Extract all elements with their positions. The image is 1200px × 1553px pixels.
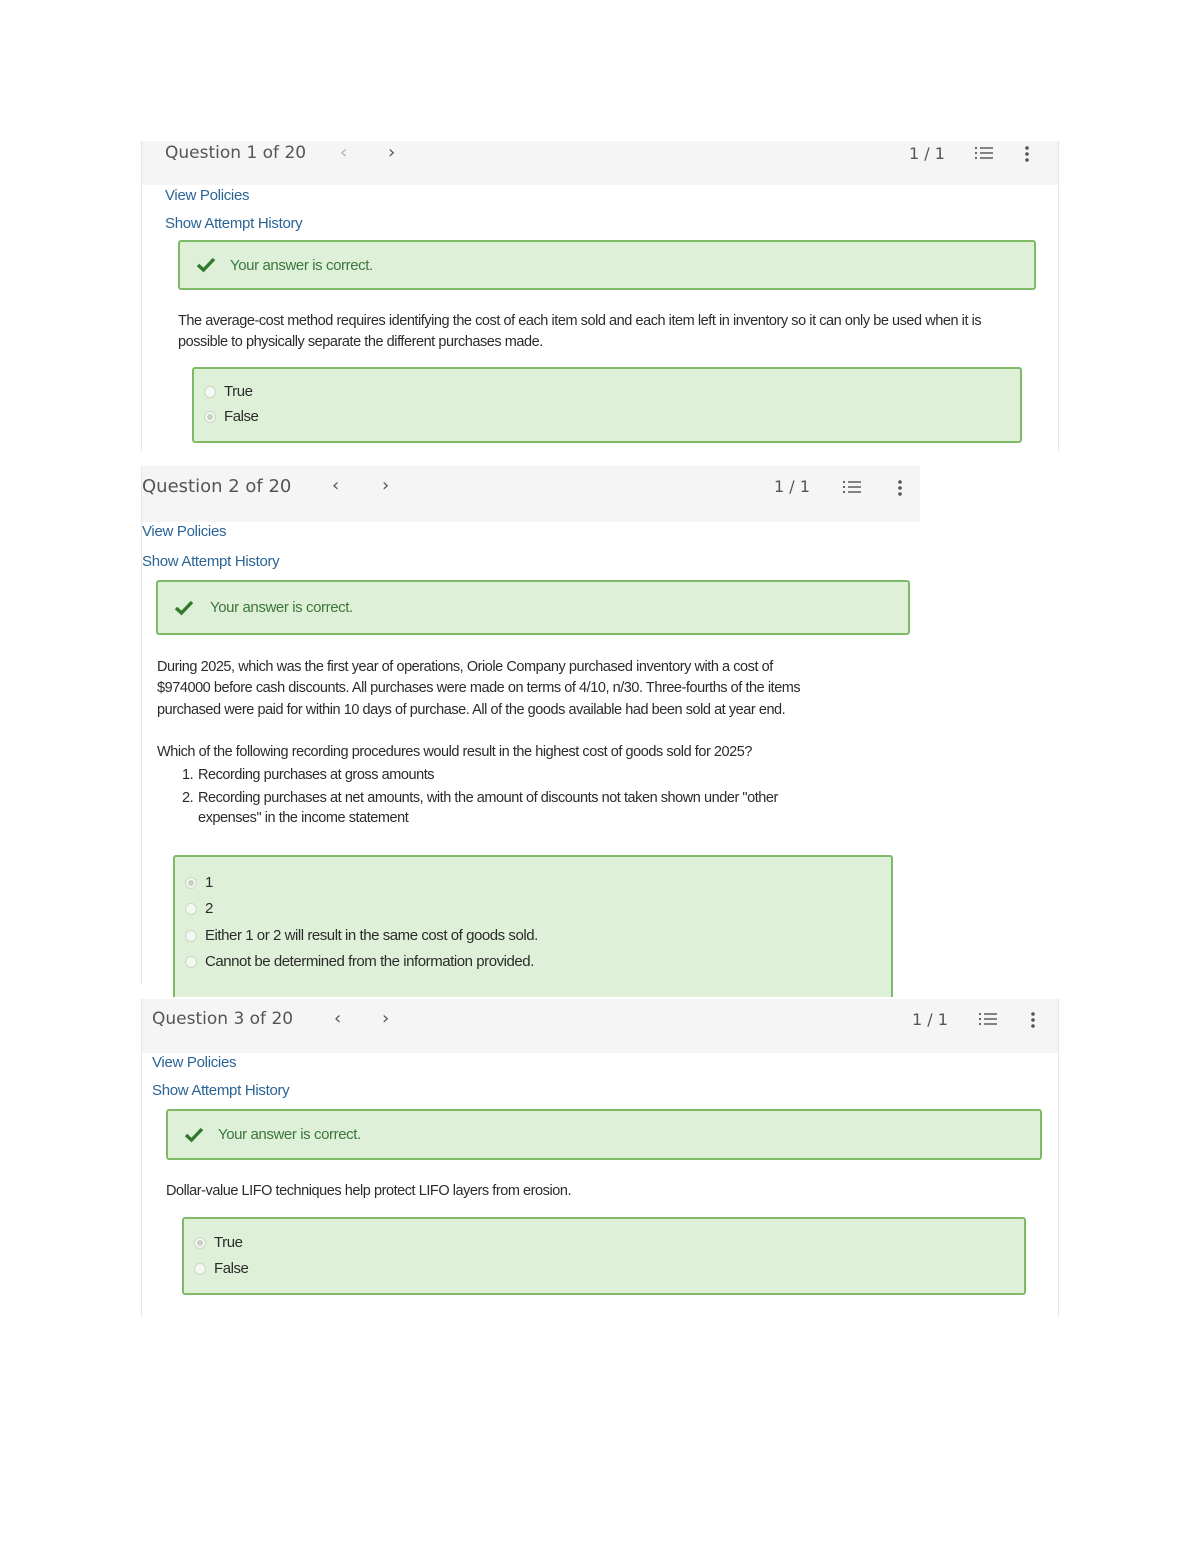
question-text-line: $974000 before cash discounts. All purchases were made on terms of 4/10, n/30. Three-fourths of the items bbox=[157, 680, 801, 696]
panel-edge bbox=[1058, 999, 1059, 1317]
question-title: Question 2 of 20 bbox=[142, 476, 292, 497]
question-3-panel bbox=[142, 999, 1058, 1317]
answer-options-box bbox=[192, 367, 1022, 443]
radio-button[interactable] bbox=[185, 930, 197, 942]
more-vertical-icon[interactable] bbox=[1030, 1011, 1036, 1029]
question-title: Question 1 of 20 bbox=[165, 143, 307, 163]
panel-edge bbox=[141, 466, 142, 984]
checkmark-icon bbox=[196, 257, 216, 273]
feedback-text: Your answer is correct. bbox=[218, 1126, 361, 1143]
answer-option[interactable] bbox=[185, 900, 213, 917]
radio-button[interactable] bbox=[185, 956, 197, 968]
procedure-text: Recording purchases at gross amounts bbox=[198, 767, 435, 783]
feedback-text: Your answer is correct. bbox=[230, 256, 373, 274]
option-label: False bbox=[224, 408, 259, 425]
previous-question-button[interactable]: ‹ bbox=[334, 1008, 342, 1029]
option-label: 1 bbox=[205, 874, 213, 891]
answer-option-false[interactable] bbox=[194, 1260, 248, 1277]
option-label: True bbox=[224, 383, 253, 400]
feedback-text: Your answer is correct. bbox=[210, 599, 353, 616]
procedure-number: 1. bbox=[182, 767, 194, 783]
option-label: False bbox=[214, 1260, 249, 1277]
view-policies-link[interactable]: View Policies bbox=[142, 523, 227, 540]
previous-question-button[interactable]: ‹ bbox=[340, 142, 348, 163]
radio-button[interactable] bbox=[185, 903, 197, 915]
answer-option-false[interactable] bbox=[204, 408, 258, 425]
question-3-header bbox=[142, 999, 1058, 1053]
option-label: True bbox=[214, 1234, 243, 1251]
procedure-item bbox=[182, 788, 882, 829]
question-score: 1 / 1 bbox=[774, 477, 810, 496]
panel-edge bbox=[141, 141, 142, 451]
checkmark-icon bbox=[174, 600, 194, 616]
question-1-panel bbox=[142, 141, 1058, 451]
radio-button[interactable] bbox=[204, 386, 216, 398]
question-title: Question 3 of 20 bbox=[152, 1009, 294, 1029]
view-policies-link[interactable]: View Policies bbox=[165, 187, 250, 204]
procedure-text: expenses" in the income statement bbox=[198, 810, 409, 826]
question-text-line: During 2025, which was the first year of operations, Oriole Company purchased inventory with a cost of bbox=[157, 659, 773, 675]
list-icon[interactable] bbox=[842, 479, 862, 497]
panel-edge bbox=[1058, 141, 1059, 451]
procedure-number: 2. bbox=[182, 789, 194, 806]
radio-button-selected[interactable] bbox=[185, 877, 197, 889]
radio-button-selected[interactable] bbox=[204, 411, 216, 423]
radio-button[interactable] bbox=[194, 1263, 206, 1275]
view-policies-link[interactable]: View Policies bbox=[152, 1054, 237, 1071]
list-icon[interactable] bbox=[974, 145, 994, 163]
radio-button-selected[interactable] bbox=[194, 1237, 206, 1249]
feedback-correct-banner bbox=[156, 580, 910, 635]
question-score: 1 / 1 bbox=[912, 1010, 948, 1029]
question-2-header bbox=[142, 466, 920, 522]
checkmark-icon bbox=[184, 1127, 204, 1143]
question-1-header bbox=[142, 141, 1058, 185]
panel-edge bbox=[141, 999, 142, 1317]
answer-option[interactable] bbox=[185, 927, 538, 944]
next-question-button[interactable]: › bbox=[388, 142, 396, 163]
question-2-panel bbox=[142, 466, 920, 984]
list-icon[interactable] bbox=[978, 1011, 998, 1029]
show-attempt-history-link[interactable]: Show Attempt History bbox=[165, 215, 303, 232]
question-prompt: Which of the following recording procedures would result in the highest cost of goods sold for 2025? bbox=[157, 744, 752, 760]
option-label: 2 bbox=[205, 900, 213, 917]
more-vertical-icon[interactable] bbox=[1024, 145, 1030, 163]
question-text-line: Dollar-value LIFO techniques help protect LIFO layers from erosion. bbox=[166, 1183, 572, 1199]
question-text-line: purchased were paid for within 10 days of purchase. All of the goods available had been sold at year end. bbox=[157, 702, 786, 718]
more-vertical-icon[interactable] bbox=[897, 479, 903, 497]
question-score: 1 / 1 bbox=[909, 144, 945, 163]
answer-options-box bbox=[173, 855, 893, 997]
question-text-line: possible to physically separate the different purchases made. bbox=[178, 334, 543, 350]
option-label: Either 1 or 2 will result in the same cost of goods sold. bbox=[205, 927, 538, 944]
previous-question-button[interactable]: ‹ bbox=[332, 475, 340, 496]
feedback-correct-banner bbox=[166, 1109, 1042, 1160]
procedure-item bbox=[182, 765, 882, 786]
answer-option-true[interactable] bbox=[204, 383, 253, 400]
procedures-list bbox=[182, 765, 882, 829]
next-question-button[interactable]: › bbox=[382, 1008, 390, 1029]
answer-option[interactable] bbox=[185, 953, 534, 970]
option-label: Cannot be determined from the information provided. bbox=[205, 953, 534, 970]
procedure-text: Recording purchases at net amounts, with the amount of discounts not taken shown under "other bbox=[198, 789, 778, 806]
show-attempt-history-link[interactable]: Show Attempt History bbox=[152, 1082, 290, 1099]
next-question-button[interactable]: › bbox=[382, 475, 390, 496]
answer-option-true[interactable] bbox=[194, 1234, 243, 1251]
answer-options-box bbox=[182, 1217, 1026, 1295]
question-text-line: The average-cost method requires identifying the cost of each item sold and each item left in inventory so it can only be used when it is bbox=[178, 313, 982, 329]
answer-option[interactable] bbox=[185, 874, 213, 891]
show-attempt-history-link[interactable]: Show Attempt History bbox=[142, 553, 280, 570]
feedback-correct-banner bbox=[178, 240, 1036, 290]
